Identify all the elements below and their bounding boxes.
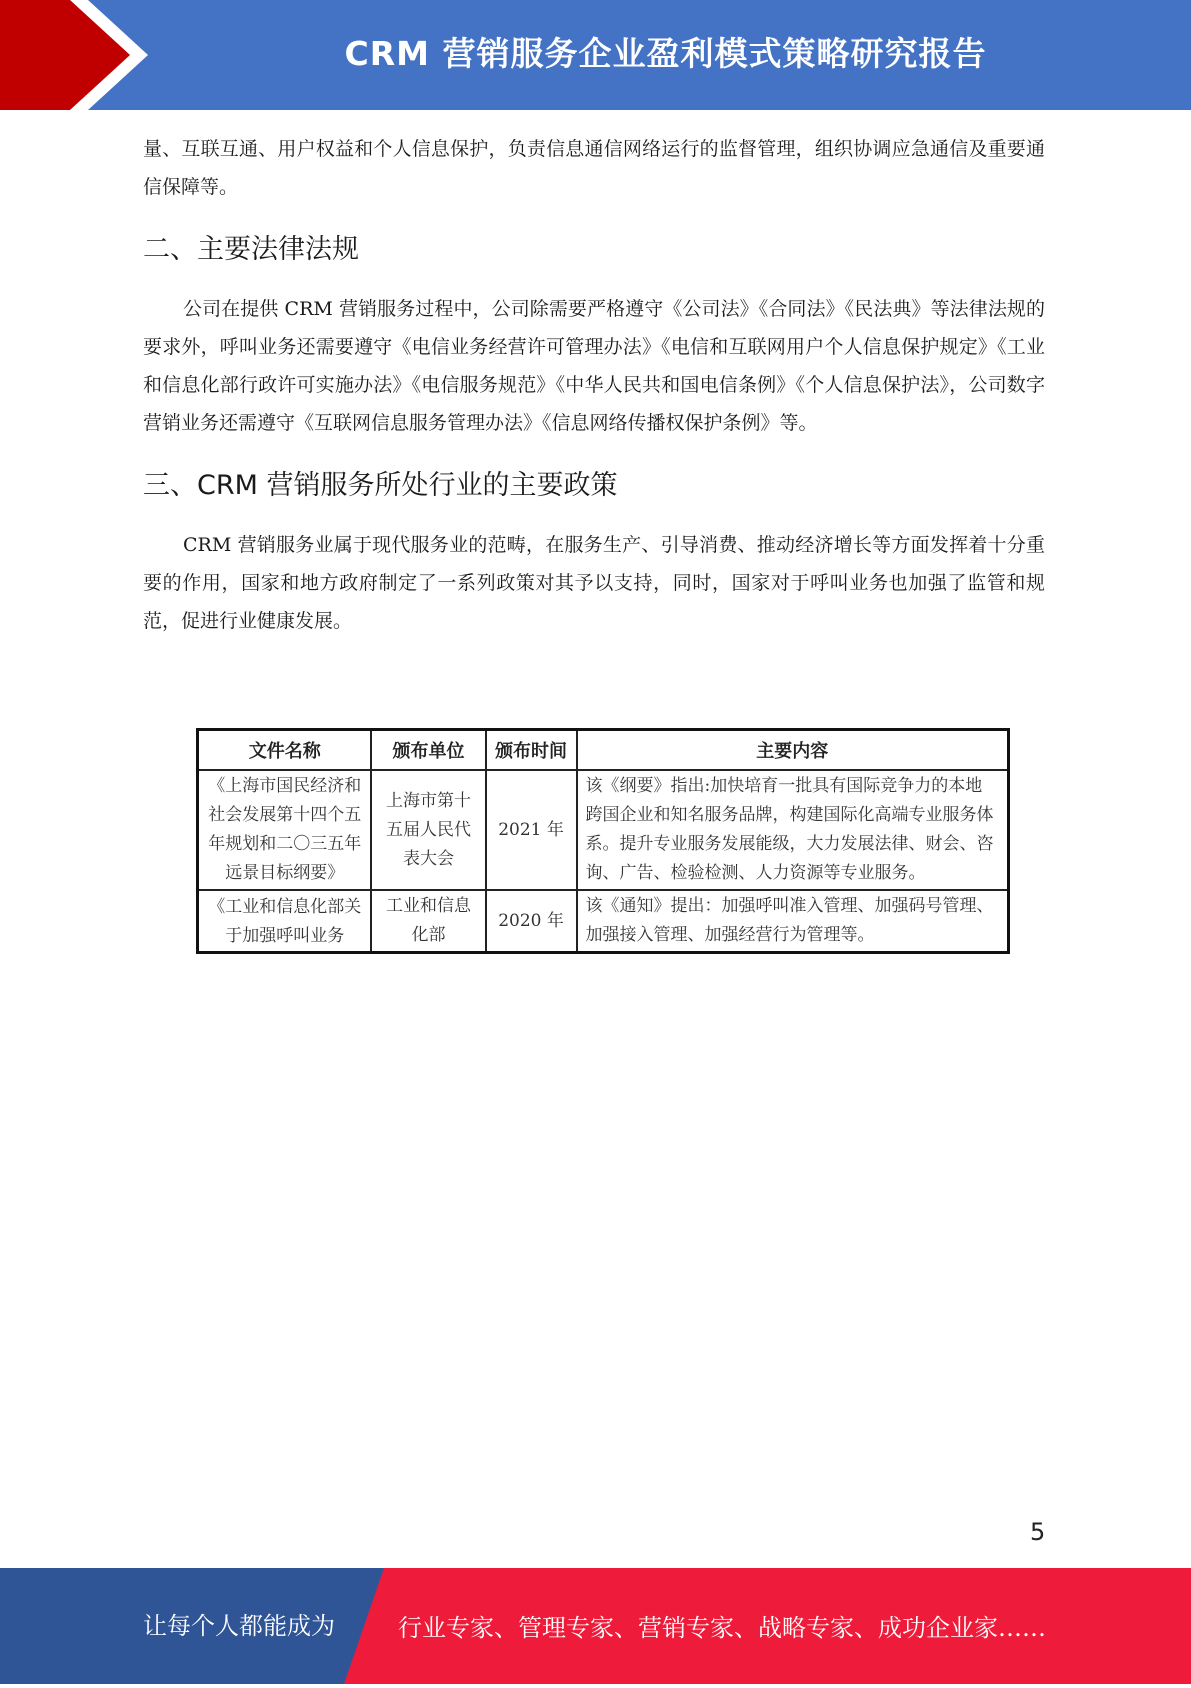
page-header	[0, 0, 1191, 110]
section-heading-policies: 三、CRM 营销服务所处行业的主要政策	[143, 470, 618, 501]
page-footer	[0, 1568, 1191, 1684]
footer-slogan-left: 让每个人都能成为	[143, 1612, 335, 1640]
intro-paragraph: 量、互联互通、用户权益和个人信息保护，负责信息通信网络运行的监督管理，组织协调应急通信及重要通信保障等。	[143, 138, 1045, 198]
document-name-text: 《工业和信息化部关于加强呼叫业务	[208, 897, 362, 946]
column-header: 主要内容	[577, 730, 1009, 771]
document-name-cell	[198, 890, 372, 953]
report-title: CRM 营销服务企业盈利模式策略研究报告	[344, 34, 987, 73]
document-name-cell: 《上海市国民经济和社会发展第十四个五年规划和二〇三五年远景目标纲要》	[198, 770, 372, 890]
column-header: 文件名称	[198, 730, 372, 771]
policy-table	[196, 728, 1010, 954]
table-row	[198, 890, 1009, 953]
section-paragraph-policies: CRM 营销服务业属于现代服务业的范畴，在服务生产、引导消费、推动经济增长等方面发挥着十分重要的作用，国家和地方政府制定了一系列政策对其予以支持，同时，国家对于呼叫业务也加强了监管和规范，促进行业健康发展。	[143, 534, 1045, 632]
section-heading-laws: 二、主要法律法规	[143, 234, 359, 265]
page-number: 5	[1030, 1518, 1046, 1546]
date-cell: 2020 年	[486, 890, 577, 953]
issuer-cell: 上海市第十五届人民代表大会	[371, 770, 485, 890]
table-header-row	[198, 730, 1009, 771]
column-header: 颁布时间	[486, 730, 577, 771]
date-cell: 2021 年	[486, 770, 577, 890]
content-cell: 该《通知》提出：加强呼叫准入管理、加强码号管理、加强接入管理、加强经营行为管理等。	[577, 890, 1009, 953]
table-row	[198, 770, 1009, 890]
column-header: 颁布单位	[371, 730, 485, 771]
content-cell: 该《纲要》指出:加快培育一批具有国际竞争力的本地跨国企业和知名服务品牌，构建国际化高端专业服务体系。提升专业服务发展能级，大力发展法律、财会、咨询、广告、检验检测、人力资源等专业服务。	[577, 770, 1009, 890]
section-paragraph-laws: 公司在提供 CRM 营销服务过程中，公司除需要严格遵守《公司法》《合同法》《民法典》等法律法规的要求外，呼叫业务还需要遵守《电信业务经营许可管理办法》《电信和互联网用户个人信息保护规定》《工业和信息化部行政许可实施办法》《电信服务规范》《中华人民共和国电信条例》《个人信息保护法》，公司数字营销业务还需遵守《互联网信息服务管理办法》《信息网络传播权保护条例》等。	[143, 298, 1045, 434]
footer-slogan-right: 行业专家、管理专家、营销专家、战略专家、成功企业家……	[398, 1614, 1046, 1642]
issuer-cell: 工业和信息化部	[371, 890, 485, 953]
main-content	[143, 130, 1045, 640]
